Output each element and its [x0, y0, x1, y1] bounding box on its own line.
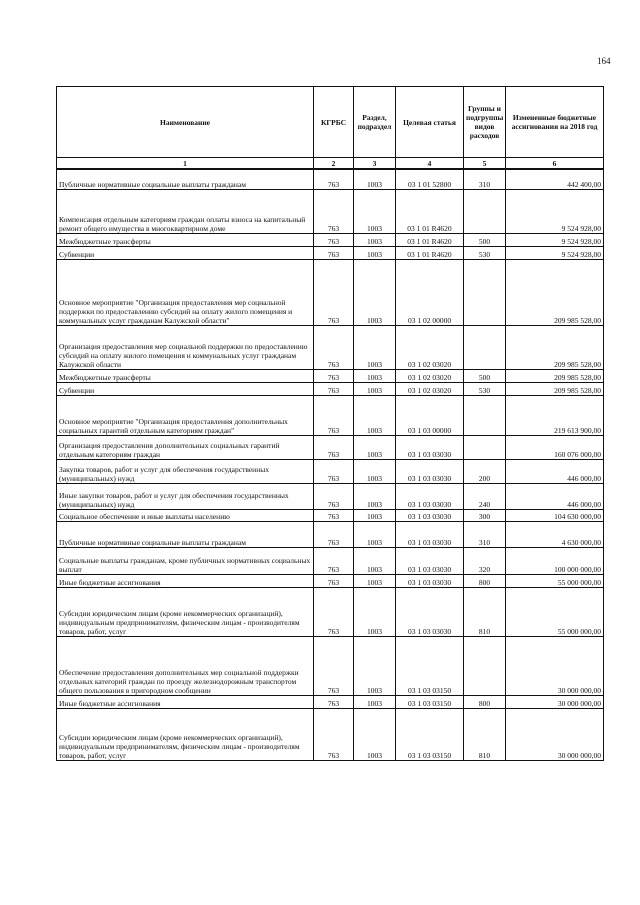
col-number: 6 [506, 158, 604, 170]
row-vid [464, 189, 506, 233]
col-number: 4 [396, 158, 464, 170]
table-row [57, 325, 604, 369]
table-row [57, 547, 604, 574]
row-name: Субвенции [57, 382, 314, 395]
row-statya: 03 1 03 03150 [396, 708, 464, 760]
row-amount: 442 400,00 [506, 169, 604, 189]
row-razdel: 1003 [354, 587, 396, 636]
row-statya: 03 1 03 03030 [396, 459, 464, 483]
row-amount: 9 524 928,00 [506, 233, 604, 246]
row-statya: 03 1 02 00000 [396, 259, 464, 325]
row-statya: 03 1 03 03030 [396, 521, 464, 547]
table-row [57, 246, 604, 259]
row-name: Публичные нормативные социальные выплаты гражданам [57, 521, 314, 547]
row-kgrbs: 763 [314, 325, 354, 369]
row-razdel: 1003 [354, 233, 396, 246]
row-kgrbs: 763 [314, 189, 354, 233]
row-razdel: 1003 [354, 435, 396, 459]
row-razdel: 1003 [354, 459, 396, 483]
row-name: Основное мероприятие "Организация предоставления мер социальной поддержки по предоставлению субсидий на оплату жилого помещения и коммунальных услуг гражданам Калужской области" [57, 259, 314, 325]
row-statya: 03 1 01 R4620 [396, 233, 464, 246]
row-kgrbs: 763 [314, 435, 354, 459]
table-row [57, 636, 604, 695]
row-amount: 446 000,00 [506, 483, 604, 509]
col-header-statya: Целевая статья [396, 87, 464, 158]
row-amount: 9 524 928,00 [506, 189, 604, 233]
row-vid: 300 [464, 509, 506, 521]
row-razdel: 1003 [354, 521, 396, 547]
row-vid [464, 395, 506, 435]
row-kgrbs: 763 [314, 695, 354, 708]
row-statya: 03 1 03 03030 [396, 435, 464, 459]
row-vid [464, 435, 506, 459]
row-name: Публичные нормативные социальные выплаты гражданам [57, 169, 314, 189]
row-kgrbs: 763 [314, 259, 354, 325]
row-name: Субвенции [57, 246, 314, 259]
row-statya: 03 1 03 03030 [396, 483, 464, 509]
row-vid: 530 [464, 246, 506, 259]
row-amount: 30 000 000,00 [506, 708, 604, 760]
col-header-vid: Группы и подгруппы видов расходов [464, 87, 506, 158]
row-amount: 209 985 528,00 [506, 259, 604, 325]
table-row [57, 695, 604, 708]
row-kgrbs: 763 [314, 708, 354, 760]
row-amount: 160 076 000,00 [506, 435, 604, 459]
row-razdel: 1003 [354, 509, 396, 521]
row-name: Обеспечение предоставления дополнительных мер социальной поддержки отдельных категорий граждан по проезду железнодорожным транспортом общего пользования в пригородном сообщении [57, 636, 314, 695]
row-amount: 4 630 000,00 [506, 521, 604, 547]
row-amount: 55 000 000,00 [506, 587, 604, 636]
row-razdel: 1003 [354, 574, 396, 587]
row-amount: 9 524 928,00 [506, 246, 604, 259]
row-name: Иные бюджетные ассигнования [57, 695, 314, 708]
budget-table [56, 86, 604, 761]
row-statya: 03 1 03 03030 [396, 509, 464, 521]
row-amount: 209 985 528,00 [506, 382, 604, 395]
row-kgrbs: 763 [314, 574, 354, 587]
col-number: 2 [314, 158, 354, 170]
row-kgrbs: 763 [314, 169, 354, 189]
row-vid: 810 [464, 587, 506, 636]
col-header-razdel: Раздел, подраздел [354, 87, 396, 158]
row-name: Социальное обеспечение и иные выплаты населению [57, 509, 314, 521]
table-row [57, 169, 604, 189]
row-statya: 03 1 01 R4620 [396, 246, 464, 259]
row-kgrbs: 763 [314, 587, 354, 636]
table-row [57, 708, 604, 760]
row-vid: 500 [464, 369, 506, 382]
col-header-kgrbs: КГРБС [314, 87, 354, 158]
row-razdel: 1003 [354, 382, 396, 395]
table-row [57, 382, 604, 395]
table-row [57, 395, 604, 435]
table-row [57, 521, 604, 547]
table-row [57, 509, 604, 521]
row-statya: 03 1 02 03020 [396, 369, 464, 382]
row-razdel: 1003 [354, 325, 396, 369]
row-vid: 500 [464, 233, 506, 246]
row-statya: 03 1 03 00000 [396, 395, 464, 435]
row-vid [464, 636, 506, 695]
row-name: Межбюджетные трансферты [57, 233, 314, 246]
row-statya: 03 1 02 03020 [396, 325, 464, 369]
row-name: Социальные выплаты гражданам, кроме публичных нормативных социальных выплат [57, 547, 314, 574]
row-vid: 800 [464, 574, 506, 587]
row-vid: 530 [464, 382, 506, 395]
row-statya: 03 1 03 03030 [396, 574, 464, 587]
row-razdel: 1003 [354, 708, 396, 760]
row-razdel: 1003 [354, 636, 396, 695]
row-kgrbs: 763 [314, 509, 354, 521]
table-row [57, 189, 604, 233]
row-vid [464, 259, 506, 325]
table-row [57, 587, 604, 636]
row-name: Иные бюджетные ассигнования [57, 574, 314, 587]
row-razdel: 1003 [354, 369, 396, 382]
row-razdel: 1003 [354, 547, 396, 574]
row-razdel: 1003 [354, 246, 396, 259]
row-kgrbs: 763 [314, 636, 354, 695]
row-name: Иные закупки товаров, работ и услуг для обеспечения государственных (муниципальных) нужд [57, 483, 314, 509]
row-kgrbs: 763 [314, 395, 354, 435]
row-kgrbs: 763 [314, 547, 354, 574]
row-name: Основное мероприятие "Организация предоставления дополнительных социальных гарантий отдельным категориям граждан" [57, 395, 314, 435]
row-vid: 800 [464, 695, 506, 708]
table-row [57, 259, 604, 325]
row-name: Организация предоставления мер социальной поддержки по предоставлению субсидий на оплату жилого помещения и коммунальных услуг гражданам Калужской области [57, 325, 314, 369]
table-row [57, 233, 604, 246]
row-statya: 03 1 03 03150 [396, 695, 464, 708]
row-name: Межбюджетные трансферты [57, 369, 314, 382]
row-razdel: 1003 [354, 695, 396, 708]
row-amount: 209 985 528,00 [506, 369, 604, 382]
row-kgrbs: 763 [314, 459, 354, 483]
row-vid [464, 325, 506, 369]
row-vid: 310 [464, 521, 506, 547]
header-row [57, 87, 604, 158]
row-amount: 55 000 000,00 [506, 574, 604, 587]
row-kgrbs: 763 [314, 382, 354, 395]
row-statya: 03 1 01 52800 [396, 169, 464, 189]
row-vid: 310 [464, 169, 506, 189]
row-razdel: 1003 [354, 259, 396, 325]
row-vid: 810 [464, 708, 506, 760]
column-number-row [57, 158, 604, 170]
table-row [57, 459, 604, 483]
row-vid: 240 [464, 483, 506, 509]
row-statya: 03 1 03 03150 [396, 636, 464, 695]
row-statya: 03 1 03 03030 [396, 587, 464, 636]
row-razdel: 1003 [354, 169, 396, 189]
row-kgrbs: 763 [314, 483, 354, 509]
table-row [57, 435, 604, 459]
row-razdel: 1003 [354, 483, 396, 509]
row-razdel: 1003 [354, 395, 396, 435]
row-kgrbs: 763 [314, 369, 354, 382]
row-kgrbs: 763 [314, 521, 354, 547]
row-statya: 03 1 03 03030 [396, 547, 464, 574]
row-amount: 30 000 000,00 [506, 695, 604, 708]
table-row [57, 574, 604, 587]
table-row [57, 483, 604, 509]
page-number: 164 [597, 56, 611, 66]
row-vid: 320 [464, 547, 506, 574]
row-statya: 03 1 02 03020 [396, 382, 464, 395]
row-statya: 03 1 01 R4620 [396, 189, 464, 233]
row-amount: 100 000 000,00 [506, 547, 604, 574]
row-vid: 200 [464, 459, 506, 483]
col-number: 1 [57, 158, 314, 170]
row-name: Компенсация отдельным категориям граждан оплаты взноса на капитальный ремонт общего имущества в многоквартирном доме [57, 189, 314, 233]
row-razdel: 1003 [354, 189, 396, 233]
row-name: Организация предоставления дополнительных социальных гарантий отдельным категориям граждан [57, 435, 314, 459]
row-name: Закупка товаров, работ и услуг для обеспечения государственных (муниципальных) нужд [57, 459, 314, 483]
row-kgrbs: 763 [314, 233, 354, 246]
row-name: Субсидии юридическим лицам (кроме некоммерческих организаций), индивидуальным предпринимателям, физическим лицам - производителям товаров, работ, услуг [57, 708, 314, 760]
row-amount: 446 000,00 [506, 459, 604, 483]
col-header-name: Наименование [57, 87, 314, 158]
table-row [57, 369, 604, 382]
row-amount: 209 985 528,00 [506, 325, 604, 369]
row-kgrbs: 763 [314, 246, 354, 259]
row-name: Субсидии юридическим лицам (кроме некоммерческих организаций), индивидуальным предпринимателям, физическим лицам - производителям товаров, работ, услуг [57, 587, 314, 636]
row-amount: 104 630 000,00 [506, 509, 604, 521]
col-number: 3 [354, 158, 396, 170]
row-amount: 219 613 900,00 [506, 395, 604, 435]
row-amount: 30 000 000,00 [506, 636, 604, 695]
col-number: 5 [464, 158, 506, 170]
col-header-amount: Измененные бюджетные ассигнования на 2018 год [506, 87, 604, 158]
